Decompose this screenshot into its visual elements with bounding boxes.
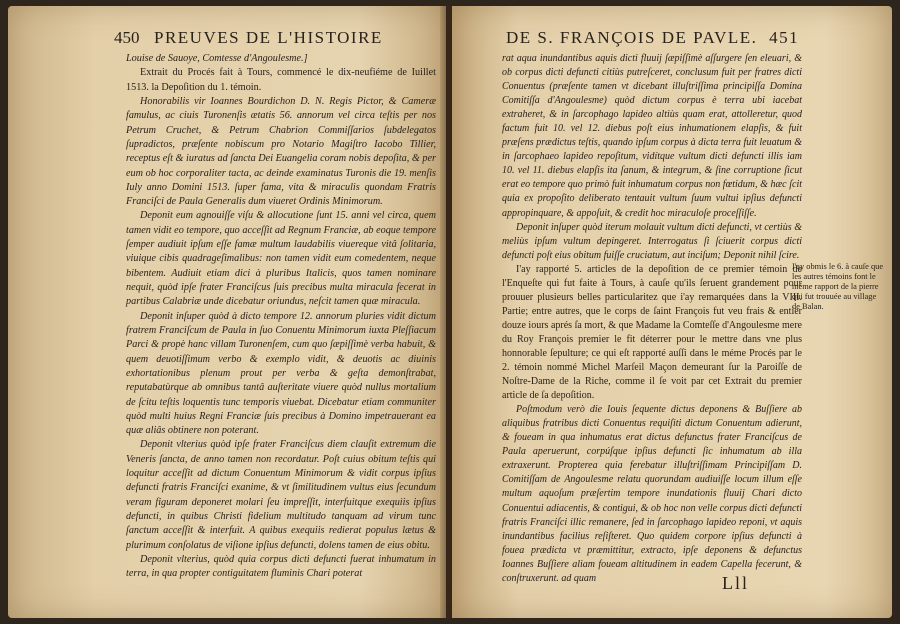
left-page-number — [114, 28, 140, 48]
left-paragraph-4: Deponit inſuper quòd à dicto tempore 12. annorum pluries vidit dictum fratrem Franciſcum de Paula in ſuo Conuentu Minimorum iuxta Pleſſiacum Parci & propè hanc villam Turonenſem, cum quo ſæpiſſimè verba habuit, & quem deuotiſſimum verbo & exemplo vidit, & deuotis ac diuinis exhortationibus plenum prout per verba & geſta demonſtrabat, reputabatùrque ab omnibus tantâ auſteritate viuere quòd nullus mortalium de ſcitu teſtis loquentis tunc temporis viuebat. Dicebatur etiam communiter quòd multi huius Regni Franciæ ſuis precibus à Domino impetrauerant ea quæ aliâs obtinere non poterant. — [126, 310, 436, 437]
left-page — [8, 6, 446, 618]
left-paragraph-0: Louise de Sauoye, Comtesse d'Angoulesme.] — [126, 53, 308, 64]
left-page-number-text: 450 — [114, 28, 140, 47]
margin-note — [792, 262, 884, 312]
right-paragraph-0: rat aqua inundantibus aquis dicti fluuij ſæpiſſimè aſſurgere ſen eleuari, & ob corpus dicti defuncti citiùs putreſceret, conclusum fuit per fratres dicti Conuentus (præſente tamen vt dicebant illuſtriſſima principiſſa Domina Comitiſſa d'Angoulesme) quòd dictum corpus è terra ubi iacebat extraheret, & in ſarcophago lapideo altiùs quam erat, attolleretur, quod factum fuit 10. vel 12. diebus poſt eius inhumationem elapſis, & fuit præſens prædictus teſtis, quando ipſum corpus à dicta terra fuit leuatum & in ſarcophaeo lapideo repoſitum, vidítque vultum dicti defuncti illis iam 10. vel 11. diebus elapſis ita ſanum, & integrum, & ſine corruptione ſicut erat eo tempore quo primò fuit inhumatum corpus non fœtidum, & hæc ſcit quia ex propoſito deliberato tentauit vultum ſuum vultui ipſius defuncti appropinquare, & appoſuit, & credit hoc miraculoſe proceſſiſſe. — [502, 53, 802, 219]
signature-mark-text: Lll — [722, 573, 749, 593]
right-paragraph-3: Poſtmodum verò die Iouis ſequente dictus deponens & Buſſiere ab aliquibus fratribus dicti Conuentus requiſiti dictum Conuentum adierunt, & foueam in qua inhumatus erat dictus defunctus frater Franciſcus de Paula aperuerunt, corpúſque ipſius defuncti ſic inhumatum ab illa extraxerunt. Propterea quia ferebatur illuſtriſſimam Principiſſam D. Comitiſſam de Angoulesme relatu quorundam audiuiſſe locum illum eſſe multum aquoſum præſertim tempore inundationis fluuij Chari dicto Conuentui adiacentis, & contigui, & ob hoc non velle corpus dicti defuncti fratris Franciſci illic remanere, ſed in ſarcophago lapideo reponi, vt aquis inundantibus facilius reſiſteret. Quo quidem corpore ipſius defuncti à fouea prædicta vt præmittitur, extracto, ipſe deponens & defunctus Ioannes Buſſiere aliam foueam altitudinem in eadem Capella fecerunt, & conſtruxerunt. ad quam — [502, 404, 802, 584]
left-running-head-text: PREUVES DE L'HISTOIRE — [154, 28, 383, 47]
left-paragraph-3: Deponit eum agnouiſſe viſu & allocutione ſunt 15. anni vel circa, quem tamen vidit eo tempore, quo acceſſit ad Regnum Franciæ, ab eoque tempore ſemper audiuit ipſum eſſe famæ multum laudabilis viuereque vitâ ſolitaria, viuique cibis quadrageſimalibus: non tamen vidit eum comedentem, neque bibentem. Audiuit etiam dici à pluribus Italicis, quos tamen nominare nequit, quòd ipſe frater Franciſcus ſuis precibus multa miracula fecerat in partibus Calabriæ unde dicebatur oriundus, neſcit tamen quæ miracula. — [126, 210, 436, 308]
right-running-head-text: DE S. FRANÇOIS DE PAVLE. — [506, 28, 758, 47]
left-body-text — [126, 52, 436, 582]
right-body-text — [502, 52, 802, 586]
right-running-head — [506, 28, 799, 48]
left-paragraph-6: Deponit vlterius, quòd quia corpus dicti defuncti fuerat inhumatum in terra, in qua propter contiguitatem fluminis Chari poterat — [126, 553, 436, 580]
left-running-head — [154, 28, 383, 48]
signature-mark — [722, 573, 749, 594]
margin-note-text: I'ay obmis le 6. à cauſe que les autres témoins font le méme rapport de la pierre qui fut trouuée au village de Balan. — [792, 262, 884, 311]
right-page-number: 451 — [769, 28, 800, 47]
left-paragraph-1: Extrait du Procés fait à Tours, commencé le dix-neufiéme de Iuillet 1513. la Depoſition du 1. témoin. — [126, 67, 436, 93]
left-paragraph-2: Honorabilis vir Ioannes Bourdichon D. N. Regis Pictor, & Cameræ famulus, ac ciuis Turonenſis ætatis 56. annorum vel circa teſtis per nos Petrum Cruchet, & Petrum Chabrion Commiſſarios ſubdelegatos ſupradictos, præſente nobiscum pro Notario Magiſtro Iacobo Tillier, receptus eſt & iuratus ad ſancta Dei Euangelia coram nobis depoſita, & per eum ob hoc corporaliter tacta, ac deinde examinatus Turonis die 19. menſis Iuly anno Domini 1513. ſuper fama, vita & miraculis quondam Fratris Franciſci de Paula Generalis dum viueret Ordinis Minimorum. — [126, 95, 436, 208]
left-paragraph-5: Deponit vlterius quòd ipſe frater Franciſcus diem clauſit extremum die Veneris ſancta, de anno tamen non recordatur. Poſt cuius obitum teſtis qui loquitur acceſſit ad dictum Conuentum Minimorum & vidit corpus ipſius defuncti fratris Franciſci exanime, & vt ſimilitudinem vultus eius ſecundum veram figuram deponeret molari ſeu impreſſit, interfuitque exequiis ipſius defuncti, in quibus Christi fidelium multitudo tanquam ad virum tunc ſanctum acceſſit & interfuit. A quibus exequiis redierat populus lætus & plurimum conſolatus de viſione ipſius defuncti, dolens tamen de eius obitu. — [126, 439, 436, 551]
right-page — [452, 6, 892, 618]
right-paragraph-1: Deponit inſuper quòd iterum molauit vultum dicti defuncti, vt certiùs & meliùs ipſum vultum depingeret. Interrogatus ſi ſciuerit corpus dicti defuncti poſt eius obitum fuiſſe cruciatum, aut inciſum; Deponit nihil ſcire. — [502, 221, 802, 261]
right-paragraph-2: I'ay rapporté 5. articles de la depoſition de ce premier témoin de l'Enqueſte qui fut faite à Tours, à cauſe qu'ils ſeruent grandement pour prouuer plusieurs belles particularitez que i'ay remarquées dans la VIII. Partie; entre autres, que le corps de ſaint François fut veu frais & entier douze iours aprés ſa mort, & que Madame la Comteſſe d'Angoulesme mere du Roy François premier le fit déterrer pour le mettre dans vne plus honnorable ſepulture; ce qui eſt rapporté auſſi dans le méme Procés par le 2. témoin nommé Michel Marſeil Maçon demeurant ſur la Paroiſſe de Noſtre-Dame de la Riche, comme il ſe voit par cet Extrait du premier article de ſa depoſition. — [502, 263, 802, 402]
